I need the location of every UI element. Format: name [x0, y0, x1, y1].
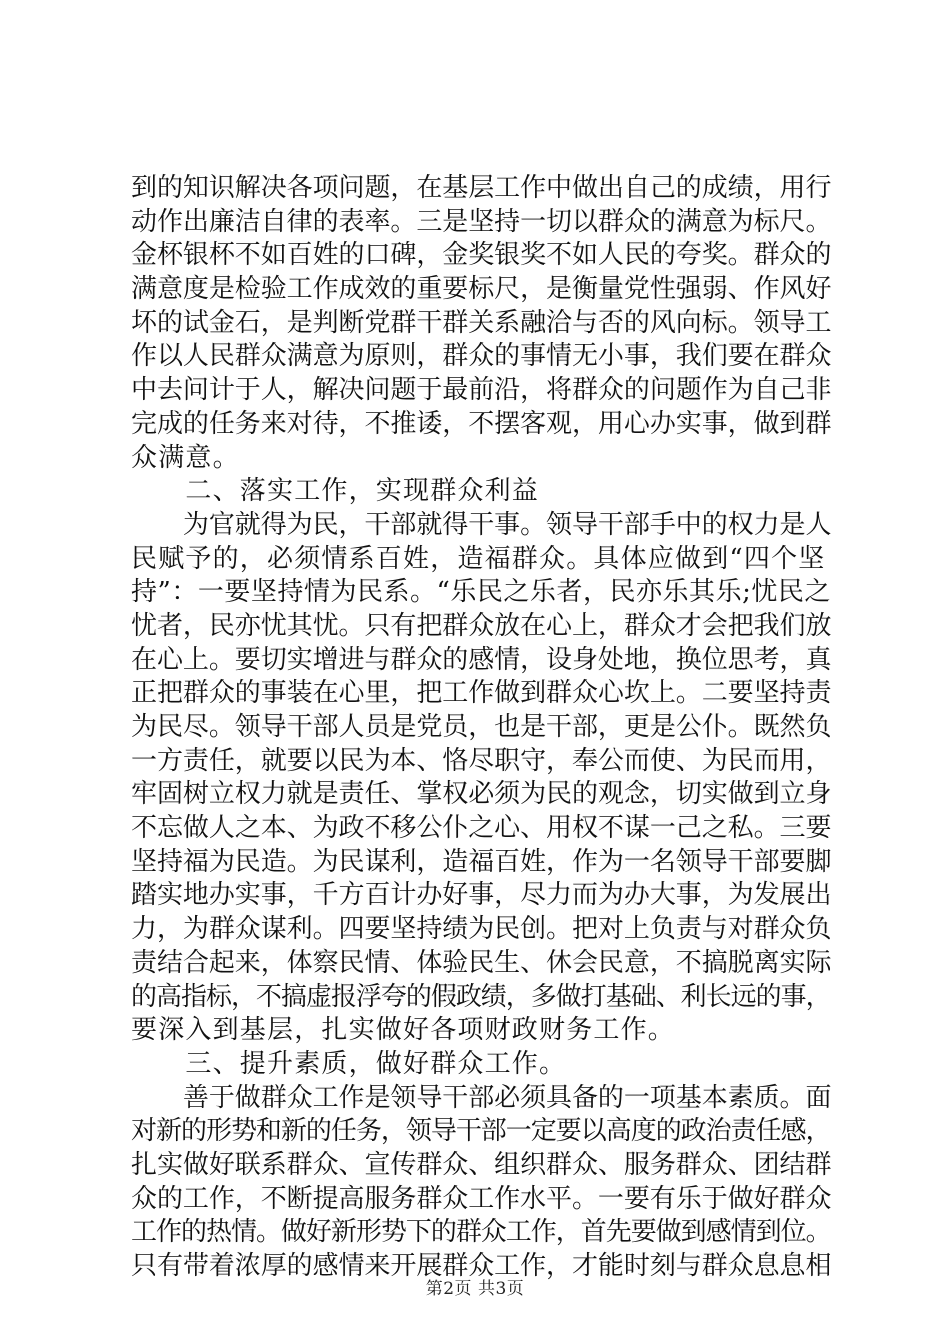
document-body: [131, 172, 831, 1284]
text-line: 坏的试金石，是判断党群干群关系融洽与否的风向标。领导工: [131, 307, 832, 338]
text-line: 中去问计于人，解决问题于最前沿，将群众的问题作为自己非: [131, 375, 832, 406]
text-line: 二、落实工作，实现群众利益: [131, 476, 540, 507]
text-line: 作以人民群众满意为原则，群众的事情无小事，我们要在群众: [131, 341, 832, 372]
text-line: 为官就得为民，干部就得干事。领导干部手中的权力是人: [131, 509, 832, 540]
text-line: 正把群众的事装在心里，把工作做到群众心坎上。二要坚持责: [131, 678, 832, 709]
text-line: 踏实地办实事，千方百计办好事，尽力而为办大事，为发展出: [131, 880, 832, 911]
text-line: 众满意。: [131, 442, 240, 473]
text-line: 只有带着浓厚的感情来开展群众工作，才能时刻与群众息息相: [131, 1251, 832, 1281]
text-line: 到的知识解决各项问题，在基层工作中做出自己的成绩，用行: [131, 173, 832, 203]
text-line: 在心上。要切实增进与群众的感情，设身处地，换位思考，真: [131, 644, 832, 675]
text-line: 忧者，民亦忧其忧。只有把群众放在心上，群众才会把我们放: [131, 610, 832, 641]
text-line: 对新的形势和新的任务，领导干部一定要以高度的政治责任感，: [131, 1116, 831, 1147]
text-line: 的高指标，不搞虚报浮夸的假政绩，多做打基础、利长远的事，: [131, 981, 831, 1012]
text-line: 满意度是检验工作成效的重要标尺，是衡量党性强弱、作风好: [131, 274, 832, 305]
text-line: 扎实做好联系群众、宣传群众、组织群众、服务群众、团结群: [131, 1149, 832, 1180]
text-line: 完成的任务来对待，不推诿，不摆客观，用心办实事，做到群: [131, 408, 832, 439]
text-line: 责结合起来，体察民情、体验民生、休会民意，不搞脱离实际: [131, 947, 832, 978]
text-line: 不忘做人之本、为政不移公仆之心、用权不谋一己之私。三要: [131, 813, 832, 844]
text-line: 善于做群众工作是领导干部必须具备的一项基本素质。面: [131, 1082, 832, 1113]
text-line: 坚持福为民造。为民谋利，造福百姓，作为一名领导干部要脚: [131, 846, 832, 877]
text-line: 持”：一要坚持情为民系。“乐民之乐者，民亦乐其乐;忧民之: [131, 577, 831, 608]
text-line: 工作的热情。做好新形势下的群众工作，首先要做到感情到位。: [131, 1217, 831, 1248]
text-line: 三、提升素质，做好群众工作。: [131, 1048, 567, 1079]
text-line: 为民尽。领导干部人员是党员，也是干部，更是公仆。既然负: [131, 712, 832, 742]
page-footer: 第2页 共3页: [425, 1279, 525, 1299]
text-line: 一方责任，就要以民为本、恪尽职守，奉公而使、为民而用，: [131, 745, 832, 776]
text-line: 民赋予的，必须情系百姓，造福群众。具体应做到“四个坚: [131, 543, 826, 574]
text-line: 要深入到基层，扎实做好各项财政财务工作。: [131, 1015, 676, 1046]
text-line: 金杯银杯不如百姓的口碑，金奖银奖不如人民的夸奖。群众的: [131, 240, 832, 271]
text-line: 动作出廉洁自律的表率。三是坚持一切以群众的满意为标尺。: [131, 206, 832, 237]
text-line: 众的工作，不断提高服务群众工作水平。一要有乐于做好群众: [131, 1183, 832, 1214]
text-line: 牢固树立权力就是责任、掌权必须为民的观念，切实做到立身: [131, 779, 832, 810]
text-line: 力，为群众谋利。四要坚持绩为民创。把对上负责与对群众负: [131, 914, 832, 945]
